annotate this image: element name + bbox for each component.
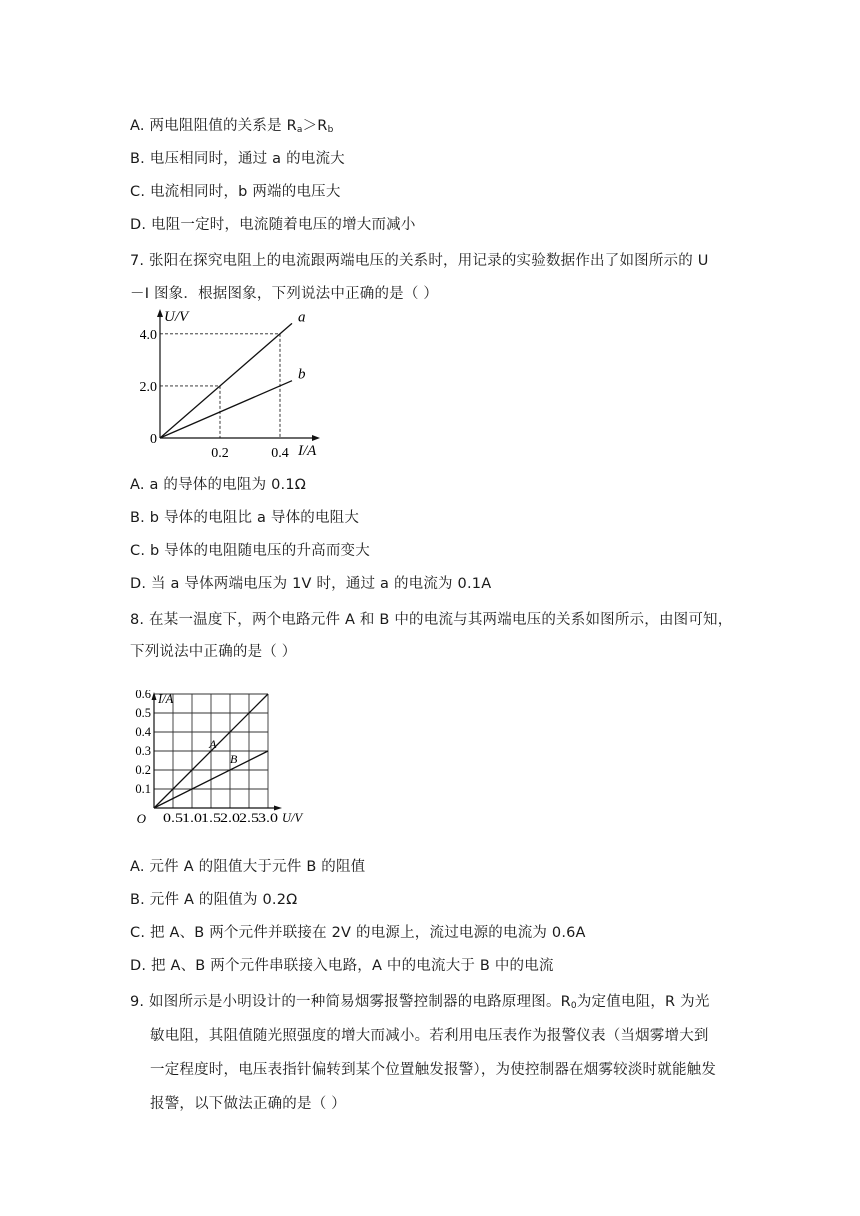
- q7-stem-line1: 7. 张阳在探究电阻上的电流跟两端电压的关系时，用记录的实验数据作出了如图所示的 U: [130, 253, 709, 269]
- x-tick-2: 1.5: [201, 811, 221, 825]
- x-tick-5: 3.0: [258, 811, 278, 825]
- q9-line4: 报警，以下做法正确的是（ ）: [150, 1096, 346, 1112]
- y-axis-arrow: [152, 692, 157, 700]
- x-tick-1: 1.0: [182, 811, 202, 825]
- y-tick-4: 0.5: [135, 706, 151, 720]
- q7-option-b: B. b 导体的电阻比 a 导体的电阻大: [130, 510, 360, 526]
- q8-iu-graph: [118, 690, 318, 832]
- y-axis-label: I/A: [158, 692, 174, 706]
- y-tick-1: 4.0: [140, 327, 157, 343]
- q6-option-c: C. 电流相同时，b 两端的电压大: [130, 184, 341, 200]
- x-tick-4: 2.5: [239, 811, 259, 825]
- x-tick-1: 0.4: [271, 446, 289, 461]
- q9-line1: 9. 如图所示是小明设计的一种简易烟雾报警控制器的电路原理图。$R_0$为定值电阻，R 为光: [130, 994, 710, 1011]
- y-tick-0: 2.0: [140, 379, 157, 395]
- origin-label: 0: [150, 432, 157, 447]
- y-tick-1: 0.2: [135, 763, 151, 777]
- y-axis-arrow: [157, 309, 163, 317]
- series-line-a: [160, 323, 292, 438]
- x-tick-0: 0.2: [211, 446, 229, 461]
- q7-option-a: A. a 的导体的电阻为 0.1Ω: [130, 477, 307, 493]
- q8-stem-line1: 8. 在某一温度下，两个电路元件 A 和 B 中的电流与其两端电压的关系如图所示，由图可知，: [130, 612, 733, 628]
- x-axis-arrow: [274, 806, 282, 811]
- y-tick-5: 0.6: [135, 690, 151, 701]
- series-label-B: B: [230, 752, 238, 767]
- q6-option-d: D. 电阻一定时，电流随着电压的增大而减小: [130, 217, 416, 233]
- q6-option-b: B. 电压相同时，通过 a 的电流大: [130, 151, 345, 167]
- q7-stem-line2: －I 图象．根据图象，下列说法中正确的是（ ）: [130, 286, 439, 302]
- q7-ui-graph: [140, 305, 320, 465]
- q8-stem-line2: 下列说法中正确的是（ ）: [130, 644, 297, 660]
- y-tick-2: 0.3: [135, 744, 151, 758]
- series-label-A: A: [209, 737, 217, 751]
- y-tick-0: 0.1: [135, 782, 151, 796]
- series-line-b: [160, 381, 292, 438]
- x-axis-label: I/A: [298, 443, 317, 459]
- x-tick-3: 2.0: [220, 811, 240, 825]
- q8-option-b: B. 元件 A 的阻值为 0.2Ω: [130, 892, 298, 908]
- q7-option-c: C. b 导体的电阻随电压的升高而变大: [130, 543, 370, 559]
- q7-option-d: D. 当 a 导体两端电压为 1V 时，通过 a 的电流为 0.1A: [130, 576, 492, 592]
- y-tick-3: 0.4: [135, 725, 151, 739]
- x-axis-arrow: [312, 435, 320, 441]
- origin-label: O: [136, 811, 146, 826]
- series-label-a: a: [298, 309, 306, 326]
- q9-line3: 一定程度时，电压表指针偏转到某个位置触发报警），为使控制器在烟雾较淡时就能触发: [150, 1062, 717, 1078]
- q8-option-a: A. 元件 A 的阻值大于元件 B 的阻值: [130, 859, 366, 875]
- q8-option-d: D. 把 A、B 两个元件串联接入电路，A 中的电流大于 B 中的电流: [130, 958, 554, 974]
- series-label-b: b: [298, 366, 306, 383]
- q8-option-c: C. 把 A、B 两个元件并联接在 2V 的电源上，流过电源的电流为 0.6A: [130, 925, 586, 941]
- y-axis-label: U/V: [164, 309, 189, 325]
- q9-line2: 敏电阻，其阻值随光照强度的增大而减小。若利用电压表作为报警仪表（当烟雾增大到: [150, 1028, 709, 1044]
- x-axis-label: U/V: [282, 811, 303, 825]
- q6-option-a: A. 两电阻阻值的关系是 $R_a>R_b$: [130, 118, 334, 135]
- x-tick-0: 0.5: [163, 811, 183, 825]
